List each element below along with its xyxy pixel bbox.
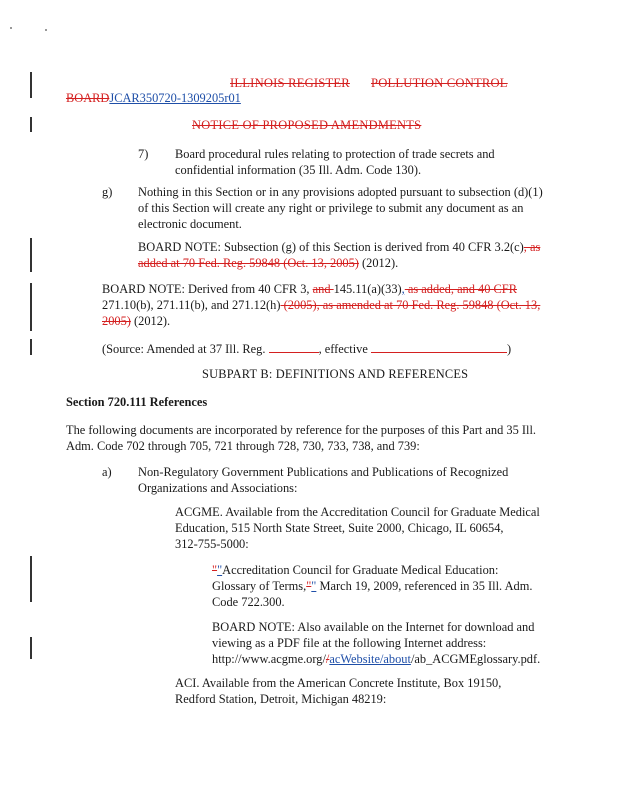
glossary-quote-deleted: " (306, 579, 312, 593)
board-title: POLLUTION CONTROL (371, 76, 508, 90)
board-note-added: , (401, 282, 405, 296)
board-note-line-2 (102, 298, 540, 314)
acgme-note-line-2: viewing as a PDF file at the following Internet address: (212, 636, 487, 650)
board-note-deleted: (2005), as amended at 70 Fed. Reg. 59848 (Oct. 13, (280, 298, 541, 312)
glossary-line-3: Code 722.300. (212, 595, 285, 609)
acgme-line-2: Education, 515 North State Street, Suite 2000, Chicago, IL 60654, (175, 521, 504, 535)
glossary-title: Accreditation Council for Graduate Medical Education: (222, 563, 499, 577)
change-bar (30, 117, 32, 132)
board-note-deleted: as added, and 40 CFR (404, 282, 517, 296)
board-note-deleted: 2005) (102, 314, 131, 328)
item-7-label: 7) (138, 147, 149, 161)
board-note-line-3 (102, 314, 170, 330)
effective-date-blank (371, 341, 507, 353)
item-a-line-2: Organizations and Associations: (138, 481, 298, 495)
item-g-label: g) (102, 185, 113, 199)
board-note-text: 145.11(a)(33) (333, 282, 402, 296)
glossary-quote-added: " (311, 579, 317, 593)
note-g-line-2 (138, 256, 398, 272)
reg-page-blank (269, 341, 319, 353)
change-bar (30, 339, 32, 355)
notice-title: NOTICE OF PROPOSED AMENDMENTS (192, 118, 422, 132)
subpart-heading: SUBPART B: DEFINITIONS AND REFERENCES (202, 367, 469, 381)
glossary-title: Glossary of Terms, (212, 579, 307, 593)
glossary-line-1 (212, 563, 498, 579)
item-g-line-1: Nothing in this Section or in any provisions adopted pursuant to subsection (d)(1) (138, 185, 543, 199)
source-suffix: ) (506, 342, 512, 356)
source-effective: , effective (318, 342, 371, 356)
scan-speck (10, 27, 12, 29)
item-g-line-3: electronic document. (138, 217, 242, 231)
note-g-year: (2012). (358, 256, 399, 270)
acgme-url: /ab_ACGMEglossary.pdf. (410, 652, 541, 666)
acgme-url-deleted: / (325, 652, 330, 666)
source-prefix: (Source: Amended at 37 Ill. Reg. (102, 342, 269, 356)
change-bar (30, 556, 32, 602)
scan-speck (45, 29, 47, 31)
section-title: Section 720.111 References (66, 395, 208, 409)
note-g-deleted-2: added at 70 Fed. Reg. 59848 (Oct. 13, 2005) (138, 256, 359, 270)
item-7-line-2: confidential information (35 Ill. Adm. Code 130). (175, 163, 422, 177)
glossary-quote-deleted: " (212, 563, 218, 577)
item-a-label: a) (102, 465, 112, 479)
board-note-text: (2012). (130, 314, 171, 328)
board-note-text: 271.10(b), 271.11(b), and 271.12(h) (102, 298, 281, 312)
acgme-url-added: acWebsite/about (329, 652, 411, 666)
glossary-quote-added: " (217, 563, 223, 577)
acgme-url-line (212, 652, 540, 668)
note-g-line-1 (138, 240, 540, 256)
acgme-note-line-1: BOARD NOTE: Also available on the Internet for download and (212, 620, 535, 634)
glossary-date: March 19, 2009, referenced in 35 Ill. Adm. (316, 579, 533, 593)
board-note-text: BOARD NOTE: Derived from 40 CFR 3, (102, 282, 313, 296)
glossary-line-2 (212, 579, 532, 595)
note-g-deleted: , as (523, 240, 541, 254)
note-g-text: BOARD NOTE: Subsection (g) of this Section is derived from 40 CFR 3.2(c) (138, 240, 524, 254)
source-line (102, 341, 511, 358)
acgme-url: http://www.acgme.org/ (212, 652, 326, 666)
board-note-deleted: and (312, 282, 334, 296)
aci-line-1: ACI. Available from the American Concrete Institute, Box 19150, (175, 676, 502, 690)
item-g-line-2: of this Section will create any right or privilege to submit any document as an (138, 201, 524, 215)
board-note-line-1 (102, 282, 517, 298)
section-intro-2: Adm. Code 702 through 705, 721 through 728, 730, 733, 738, and 739: (66, 439, 420, 453)
register-title: ILLINOIS REGISTER (230, 76, 350, 90)
acgme-line-1: ACGME. Available from the Accreditation Council for Graduate Medical (175, 505, 540, 519)
change-bar (30, 72, 32, 98)
change-bar (30, 283, 32, 331)
item-a-line-1: Non-Regulatory Government Publications and Publications of Recognized (138, 465, 509, 479)
change-bar (30, 637, 32, 659)
item-7-line-1: Board procedural rules relating to protection of trade secrets and (175, 147, 495, 161)
board-deleted: BOARD (66, 91, 110, 105)
jcar-id: JCAR350720-1309205r01 (109, 91, 241, 105)
acgme-line-3: 312-755-5000: (175, 537, 249, 551)
aci-line-2: Redford Station, Detroit, Michigan 48219: (175, 692, 387, 706)
section-intro-1: The following documents are incorporated by reference for the purposes of this Part and 35 Ill. (66, 423, 537, 437)
jcar-line (66, 91, 241, 107)
change-bar (30, 238, 32, 272)
